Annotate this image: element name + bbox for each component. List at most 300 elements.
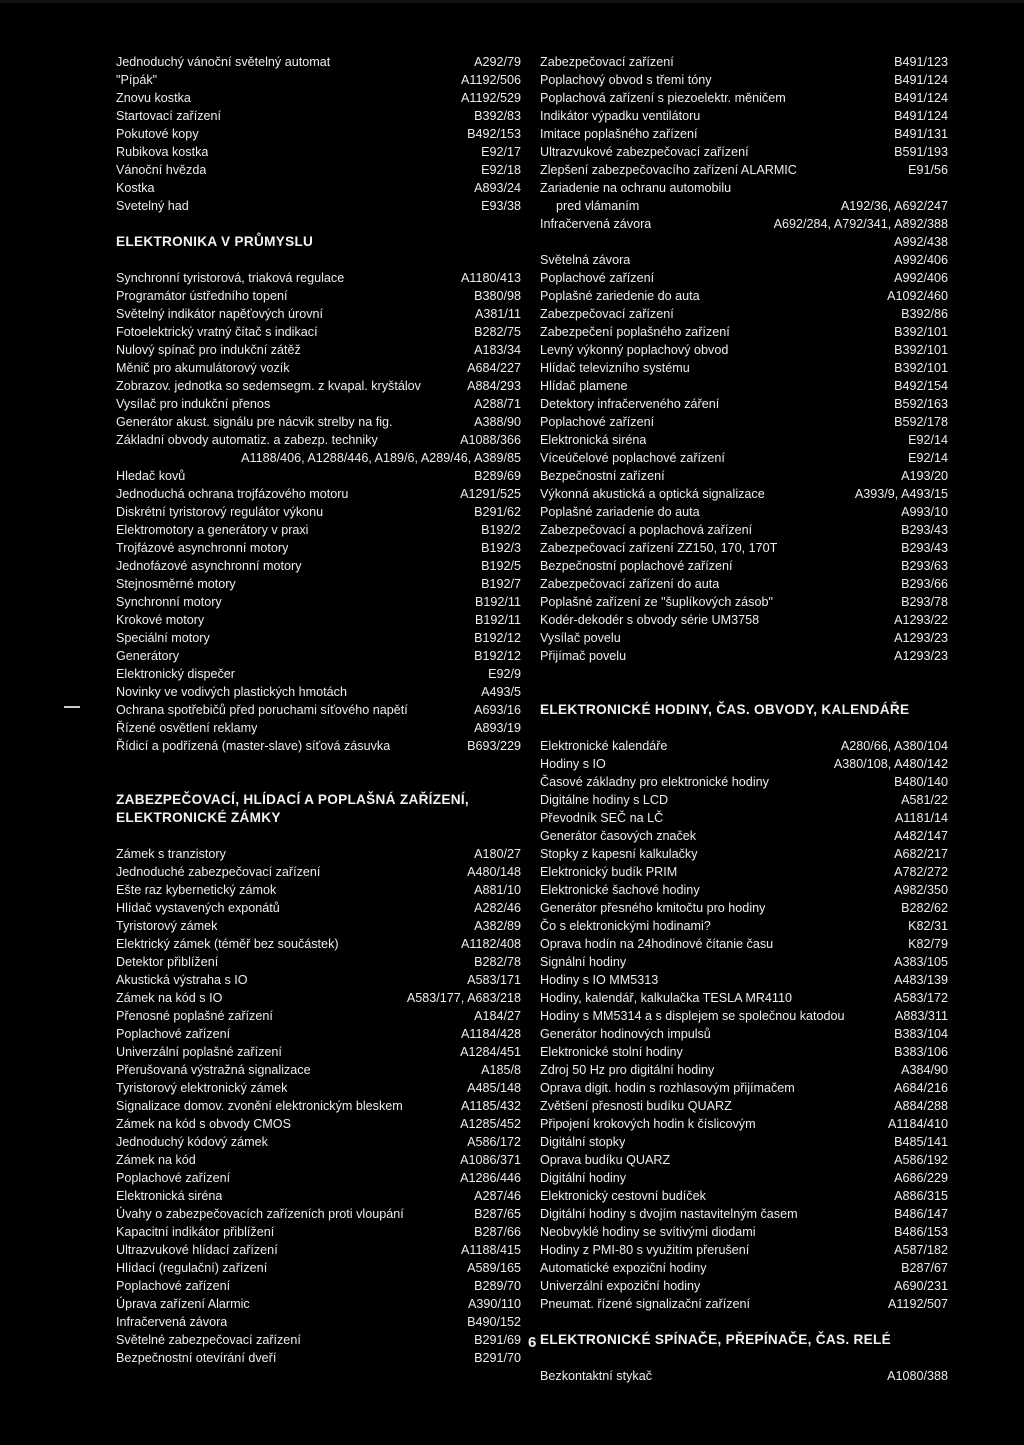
entry-reference: A583/171 [467, 973, 521, 987]
entry-title: Víceúčelové poplachové zařízení [540, 451, 725, 465]
entry-reference: B392/101 [894, 343, 948, 357]
entry-title: Stejnosměrné motory [116, 577, 236, 591]
entry-reference: B192/5 [481, 559, 521, 573]
entry-reference: B693/229 [467, 739, 521, 753]
entry-reference: A183/34 [474, 343, 521, 357]
index-entry [116, 395, 521, 413]
entry-title: Vánoční hvězda [116, 163, 207, 177]
entry-title: Pokutové kopy [116, 127, 199, 141]
index-entry [116, 143, 521, 161]
index-entry [540, 71, 948, 89]
entry-reference: B490/152 [467, 1315, 521, 1329]
section-heading: ELEKTRONICKÉ ZÁMKY [116, 810, 281, 825]
entry-reference: A485/148 [467, 1081, 521, 1095]
entry-reference: B392/83 [474, 109, 521, 123]
index-entry [116, 1277, 521, 1295]
index-entry [116, 629, 521, 647]
entry-reference: B192/11 [475, 595, 521, 609]
entry-title: Hlídací (regulační) zařízení [116, 1261, 268, 1275]
spacer [116, 827, 521, 845]
index-entry [116, 593, 521, 611]
entry-title: Poplašné zariadenie do auta [540, 505, 700, 519]
entry-reference: A586/172 [467, 1135, 521, 1149]
entry-reference: A1286/446 [460, 1171, 521, 1185]
entry-title: Hodiny s IO MM5313 [540, 973, 659, 987]
entry-title: Přijímač povelu [540, 649, 627, 663]
index-entry [540, 539, 948, 557]
index-entry [540, 971, 948, 989]
entry-reference: A992/406 [894, 271, 948, 285]
entry-title: Detektory infračerveného záření [540, 397, 720, 411]
index-entry [116, 1187, 521, 1205]
entry-reference: E92/9 [488, 667, 521, 681]
entry-reference: B293/43 [901, 541, 948, 555]
entry-reference: A886/315 [894, 1189, 948, 1203]
entry-reference: A1192/529 [461, 91, 521, 105]
index-entry [116, 161, 521, 179]
entry-title: Hlídač televizního systému [540, 361, 690, 375]
entry-reference: A390/110 [468, 1297, 521, 1311]
entry-title: Indikátor výpadku ventilátoru [540, 109, 701, 123]
entry-reference: B289/69 [474, 469, 521, 483]
index-entry [540, 359, 948, 377]
entry-title: Kostka [116, 181, 155, 195]
entry-reference: B287/66 [474, 1225, 521, 1239]
entry-title: Elektronická siréna [540, 433, 647, 447]
entry-title: Tyristorový elektronický zámek [116, 1081, 288, 1095]
entry-title: Digitální stopky [540, 1135, 626, 1149]
entry-title: Fotoelektrický vratný čítač s indikací [116, 325, 318, 339]
entry-title: Nulový spínač pro indukční zátěž [116, 343, 301, 357]
index-entry [116, 71, 521, 89]
entry-title: Přerušovaná výstražná signalizace [116, 1063, 311, 1077]
entry-reference: A1185/432 [461, 1099, 521, 1113]
entry-title: Digitálne hodiny s LCD [540, 793, 669, 807]
entry-title: Poplachové zařízení [116, 1279, 231, 1293]
entry-reference: A1184/428 [461, 1027, 521, 1041]
entry-title: Jednoduché zabezpečovací zařízení [116, 865, 321, 879]
entry-reference: A1291/525 [460, 487, 521, 501]
entry-reference: B491/124 [894, 109, 948, 123]
entry-reference: A192/36, A692/247 [840, 199, 948, 213]
entry-reference: A1293/23 [894, 649, 948, 663]
index-entry [540, 791, 948, 809]
entry-reference: A586/192 [894, 1153, 948, 1167]
entry-title: Poplachová zařízení s piezoelektr. měničem [540, 91, 786, 105]
index-entry [116, 1169, 521, 1187]
index-entry [116, 125, 521, 143]
index-entry [116, 1025, 521, 1043]
entry-reference: A1285/452 [460, 1117, 521, 1131]
entry-title: Hledač kovů [116, 469, 186, 483]
entry-title: Jednoduchý vánoční světelný automat [116, 55, 331, 69]
entry-reference: B192/12 [474, 649, 521, 663]
entry-reference: B287/67 [901, 1261, 948, 1275]
entry-reference: A480/148 [467, 865, 521, 879]
left-column [116, 53, 521, 1367]
index-entry [540, 395, 948, 413]
entry-reference: A1192/506 [461, 73, 521, 87]
entry-reference: A992/438 [894, 235, 948, 249]
entry-continuation [540, 233, 948, 251]
entry-title: Zvětšení přesnosti budíku QUARZ [540, 1099, 732, 1113]
entry-title: Stopky z kapesní kalkulačky [540, 847, 698, 861]
entry-reference: B491/124 [894, 91, 948, 105]
entry-title: Elektronická siréna [116, 1189, 223, 1203]
entry-title: Digitální hodiny s dvojím nastavitelným časem [540, 1207, 798, 1221]
index-entry [116, 305, 521, 323]
entry-title: Znovu kostka [116, 91, 191, 105]
entry-reference: A893/24 [474, 181, 521, 195]
index-entry [540, 1277, 948, 1295]
entry-reference: B492/154 [894, 379, 948, 393]
index-entry [116, 935, 521, 953]
entry-title: Generátory [116, 649, 179, 663]
spacer [116, 251, 521, 269]
entry-reference: A581/22 [901, 793, 948, 807]
index-entry [116, 1079, 521, 1097]
entry-reference: A282/46 [474, 901, 521, 915]
entry-title: Elektronické kalendáře [540, 739, 668, 753]
entry-title: Poplachové zařízení [116, 1027, 231, 1041]
index-entry [116, 989, 521, 1007]
entry-reference: A1181/14 [895, 811, 948, 825]
entry-reference: B192/11 [475, 613, 521, 627]
entry-reference: A381/11 [475, 307, 521, 321]
entry-title: Bezkontaktní stykač [540, 1369, 652, 1383]
entry-title: Elektronické stolní hodiny [540, 1045, 683, 1059]
entry-reference: E91/56 [908, 163, 948, 177]
index-entry [116, 377, 521, 395]
entry-title: Synchronní tyristorová, triaková regulace [116, 271, 345, 285]
index-entry [540, 269, 948, 287]
index-entry [540, 863, 948, 881]
entry-reference: B592/178 [894, 415, 948, 429]
index-entry [540, 989, 948, 1007]
index-entry [116, 323, 521, 341]
index-entry [540, 1205, 948, 1223]
index-entry [116, 1241, 521, 1259]
index-entry [116, 881, 521, 899]
index-entry [540, 917, 948, 935]
index-entry [540, 809, 948, 827]
entry-reference: A992/406 [894, 253, 948, 267]
index-entry [116, 917, 521, 935]
index-entry [116, 683, 521, 701]
entry-title: Automatické expoziční hodiny [540, 1261, 707, 1275]
entry-title: Ochrana spotřebičů před poruchami síťového napětí [116, 703, 408, 717]
entry-title: Generátor časových značek [540, 829, 697, 843]
entry-title: Ultrazvukové hlídací zařízení [116, 1243, 278, 1257]
index-entry [540, 827, 948, 845]
entry-reference: A382/89 [474, 919, 521, 933]
entry-title: Oprava digit. hodin s rozhlasovým přijímačem [540, 1081, 795, 1095]
entry-reference: A292/79 [474, 55, 521, 69]
entry-reference: A684/227 [467, 361, 521, 375]
index-entry [540, 1169, 948, 1187]
entry-title: Detektor přiblížení [116, 955, 219, 969]
index-entry [540, 1025, 948, 1043]
entry-title: Zámek na kód s obvody CMOS [116, 1117, 291, 1131]
entry-title: Poplachové zařízení [540, 415, 655, 429]
entry-title: Novinky ve vodivých plastických hmotách [116, 685, 347, 699]
index-entry [116, 359, 521, 377]
entry-reference: B282/62 [901, 901, 948, 915]
entry-reference: K82/79 [908, 937, 948, 951]
entry-title: Vysílač povelu [540, 631, 621, 645]
entry-title: Měnič pro akumulátorový vozík [116, 361, 290, 375]
entry-title: Časové základny pro elektronické hodiny [540, 775, 769, 789]
index-entry [540, 1061, 948, 1079]
entry-title: Speciální motory [116, 631, 210, 645]
index-entry [540, 125, 948, 143]
entry-title: Připojení krokových hodin k číslicovým [540, 1117, 756, 1131]
entry-title: Startovací zařízení [116, 109, 221, 123]
entry-reference: A1092/460 [887, 289, 948, 303]
entry-reference: A883/311 [895, 1009, 948, 1023]
entry-reference: B287/65 [474, 1207, 521, 1221]
entry-title: Světelné zabezpečovací zařízení [116, 1333, 301, 1347]
entry-title: Čo s elektronickými hodinami? [540, 919, 711, 933]
entry-reference: A1284/451 [460, 1045, 521, 1059]
spacer [116, 215, 521, 233]
entry-reference: B289/70 [474, 1279, 521, 1293]
entry-title: Synchronní motory [116, 595, 222, 609]
entry-title: Zabezpečovací zařízení ZZ150, 170, 170T [540, 541, 778, 555]
entry-title: Generátor hodinových impulsů [540, 1027, 711, 1041]
index-entry [540, 503, 948, 521]
entry-title: Infračervená závora [540, 217, 652, 231]
index-entry [540, 449, 948, 467]
index-entry [116, 179, 521, 197]
spacer [540, 683, 948, 701]
index-entry [116, 1313, 521, 1331]
index-entry [540, 305, 948, 323]
index-entry [116, 1097, 521, 1115]
entry-title: Univerzální poplašné zařízení [116, 1045, 282, 1059]
index-entry [116, 197, 521, 215]
index-entry [116, 1331, 521, 1349]
spacer [540, 719, 948, 737]
entry-title: Pneumat. řízené signalizační zařízení [540, 1297, 751, 1311]
entry-reference: K82/31 [908, 919, 948, 933]
entry-title: Zlepšení zabezpečovacího zařízení ALARMIC [540, 163, 797, 177]
spacer [116, 755, 521, 773]
index-entry [116, 737, 521, 755]
section-heading: ZABEZPEČOVACÍ, HLÍDACÍ A POPLAŠNÁ ZAŘÍZENÍ, [116, 792, 470, 807]
entry-title: Poplachový obvod s třemi tóny [540, 73, 712, 87]
entry-title: Zabezpečovací a poplachová zařízení [540, 523, 753, 537]
entry-reference: E93/38 [481, 199, 521, 213]
entry-reference: A288/71 [474, 397, 521, 411]
index-entry [116, 1061, 521, 1079]
entry-reference: A380/108, A480/142 [833, 757, 948, 771]
entry-title: Tyristorový zámek [116, 919, 218, 933]
entry-reference: B293/66 [901, 577, 948, 591]
index-entry [540, 323, 948, 341]
entry-reference: A690/231 [894, 1279, 948, 1293]
index-entry [540, 1133, 948, 1151]
entry-reference: A393/9, A493/15 [854, 487, 948, 501]
entry-reference: A1188/406, A1288/446, A189/6, A289/46, A389/85 [241, 451, 521, 465]
entry-reference: A185/8 [481, 1063, 521, 1077]
entry-title: Elektronický budík PRIM [540, 865, 678, 879]
index-entry [116, 269, 521, 287]
entry-reference: A388/90 [474, 415, 521, 429]
index-entry [540, 575, 948, 593]
entry-title: Ultrazvukové zabezpečovací zařízení [540, 145, 749, 159]
index-entry [540, 1295, 948, 1313]
entry-reference: A383/105 [894, 955, 948, 969]
entry-reference: B293/78 [901, 595, 948, 609]
index-entry [540, 287, 948, 305]
entry-reference: A180/27 [474, 847, 521, 861]
entry-reference: B491/123 [894, 55, 948, 69]
index-entry [540, 179, 948, 197]
entry-title: Generátor akust. signálu pre nácvik strelby na fig. [116, 415, 393, 429]
index-entry [116, 1007, 521, 1025]
index-entry [540, 1043, 948, 1061]
entry-reference: A884/288 [894, 1099, 948, 1113]
entry-title: Zabezpečovací zařízení do auta [540, 577, 720, 591]
entry-title: Diskrétní tyristorový regulátor výkonu [116, 505, 324, 519]
entry-title: Vysílač pro indukční přenos [116, 397, 271, 411]
index-entry [540, 881, 948, 899]
entry-title: Základní obvody automatiz. a zabezp. techniky [116, 433, 378, 447]
entry-title: Poplachové zařízení [116, 1171, 231, 1185]
entry-reference: A583/177, A683/218 [406, 991, 521, 1005]
entry-reference: B392/86 [901, 307, 948, 321]
index-entry [540, 215, 948, 233]
entry-reference: B291/62 [474, 505, 521, 519]
index-entry [116, 953, 521, 971]
index-entry [540, 1259, 948, 1277]
entry-reference: B480/140 [894, 775, 948, 789]
index-entry [116, 1259, 521, 1277]
entry-continuation [116, 449, 521, 467]
entry-title: Bezpečnostní zařízení [540, 469, 665, 483]
entry-reference: A893/19 [474, 721, 521, 735]
index-entry [116, 89, 521, 107]
entry-title: Ešte raz kybernetický zámok [116, 883, 277, 897]
entry-title: Kodér-dekodér s obvody série UM3758 [540, 613, 760, 627]
index-entry [540, 1151, 948, 1169]
entry-title: Hodiny s MM5314 a s displejem se společnou katodou [540, 1009, 845, 1023]
index-entry [116, 845, 521, 863]
entry-reference: A184/27 [474, 1009, 521, 1023]
entry-title: Neobvyklé hodiny se svítivými diodami [540, 1225, 756, 1239]
index-entry [540, 953, 948, 971]
entry-title: Trojfázové asynchronní motory [116, 541, 289, 555]
entry-title: Řízené osvětlení reklamy [116, 721, 258, 735]
index-entry [116, 899, 521, 917]
spacer [540, 1313, 948, 1331]
entry-reference: B492/153 [467, 127, 521, 141]
index-entry [116, 467, 521, 485]
index-entry [540, 647, 948, 665]
entry-reference: A1184/410 [888, 1117, 948, 1131]
entry-title: Univerzální expoziční hodiny [540, 1279, 701, 1293]
entry-reference: B392/101 [894, 361, 948, 375]
entry-title: Zobrazov. jednotka so sedemsegm. z kvapal. kryštálov [116, 379, 421, 393]
entry-reference: E92/14 [908, 433, 948, 447]
entry-title: Generátor přesného kmitočtu pro hodiny [540, 901, 766, 915]
index-entry [540, 143, 948, 161]
index-entry [116, 971, 521, 989]
entry-reference: B486/153 [894, 1225, 948, 1239]
entry-reference: A587/182 [894, 1243, 948, 1257]
index-entry [116, 287, 521, 305]
index-entry [116, 341, 521, 359]
index-entry [116, 701, 521, 719]
entry-reference: A684/216 [894, 1081, 948, 1095]
index-entry [540, 341, 948, 359]
entry-reference: B591/193 [894, 145, 948, 159]
entry-title: Poplachové zařízení [540, 271, 655, 285]
entry-title: Bezpečnostní poplachové zařízení [540, 559, 733, 573]
index-entry [116, 413, 521, 431]
entry-reference: A982/350 [894, 883, 948, 897]
entry-reference: B485/141 [894, 1135, 948, 1149]
section-heading: ELEKTRONICKÉ SPÍNAČE, PŘEPÍNAČE, ČAS. RELÉ [540, 1332, 891, 1347]
index-entry [540, 1115, 948, 1133]
index-entry [540, 377, 948, 395]
entry-title: Převodník SEČ na LČ [540, 811, 664, 825]
index-entry [116, 539, 521, 557]
entry-reference: B192/2 [481, 523, 521, 537]
index-entry [116, 575, 521, 593]
index-entry [540, 899, 948, 917]
index-entry [540, 89, 948, 107]
entry-title: Hodiny z PMI-80 s využitím přerušení [540, 1243, 750, 1257]
entry-title: Levný výkonný poplachový obvod [540, 343, 729, 357]
entry-reference: A682/217 [894, 847, 948, 861]
entry-title: Světelný indikátor napěťových úrovní [116, 307, 324, 321]
entry-title: Signální hodiny [540, 955, 627, 969]
entry-title: Zámek na kód s IO [116, 991, 223, 1005]
entry-reference: A583/172 [894, 991, 948, 1005]
index-entry [540, 251, 948, 269]
entry-reference: A1088/366 [460, 433, 521, 447]
entry-reference: B282/78 [474, 955, 521, 969]
entry-title: Jednoduchá ochrana trojfázového motoru [116, 487, 349, 501]
entry-reference: A881/10 [474, 883, 521, 897]
index-entry [116, 557, 521, 575]
page-number: 6 [528, 1334, 537, 1351]
index-entry [540, 593, 948, 611]
entry-title: Jednoduchý kódový zámek [116, 1135, 268, 1149]
section-heading: ELEKTRONICKÉ HODINY, ČAS. OBVODY, KALENDÁŘE [540, 702, 910, 717]
index-entry [116, 107, 521, 125]
entry-reference: A280/66, A380/104 [840, 739, 948, 753]
entry-title: Úprava zařízení Alarmic [116, 1297, 250, 1311]
index-entry [540, 485, 948, 503]
entry-title: Jednofázové asynchronní motory [116, 559, 302, 573]
entry-reference: B491/124 [894, 73, 948, 87]
entry-title: Zdroj 50 Hz pro digitální hodiny [540, 1063, 715, 1077]
index-entry [116, 521, 521, 539]
entry-reference: A993/10 [901, 505, 948, 519]
entry-title: Hlídač vystavených exponátů [116, 901, 280, 915]
index-entry [540, 467, 948, 485]
spacer [116, 773, 521, 791]
entry-title: Zámek na kód [116, 1153, 196, 1167]
entry-reference: B291/70 [474, 1351, 521, 1365]
entry-reference: A1182/408 [461, 937, 521, 951]
index-entry [116, 719, 521, 737]
entry-reference: B293/43 [901, 523, 948, 537]
entry-title: Elektronický dispečer [116, 667, 235, 681]
